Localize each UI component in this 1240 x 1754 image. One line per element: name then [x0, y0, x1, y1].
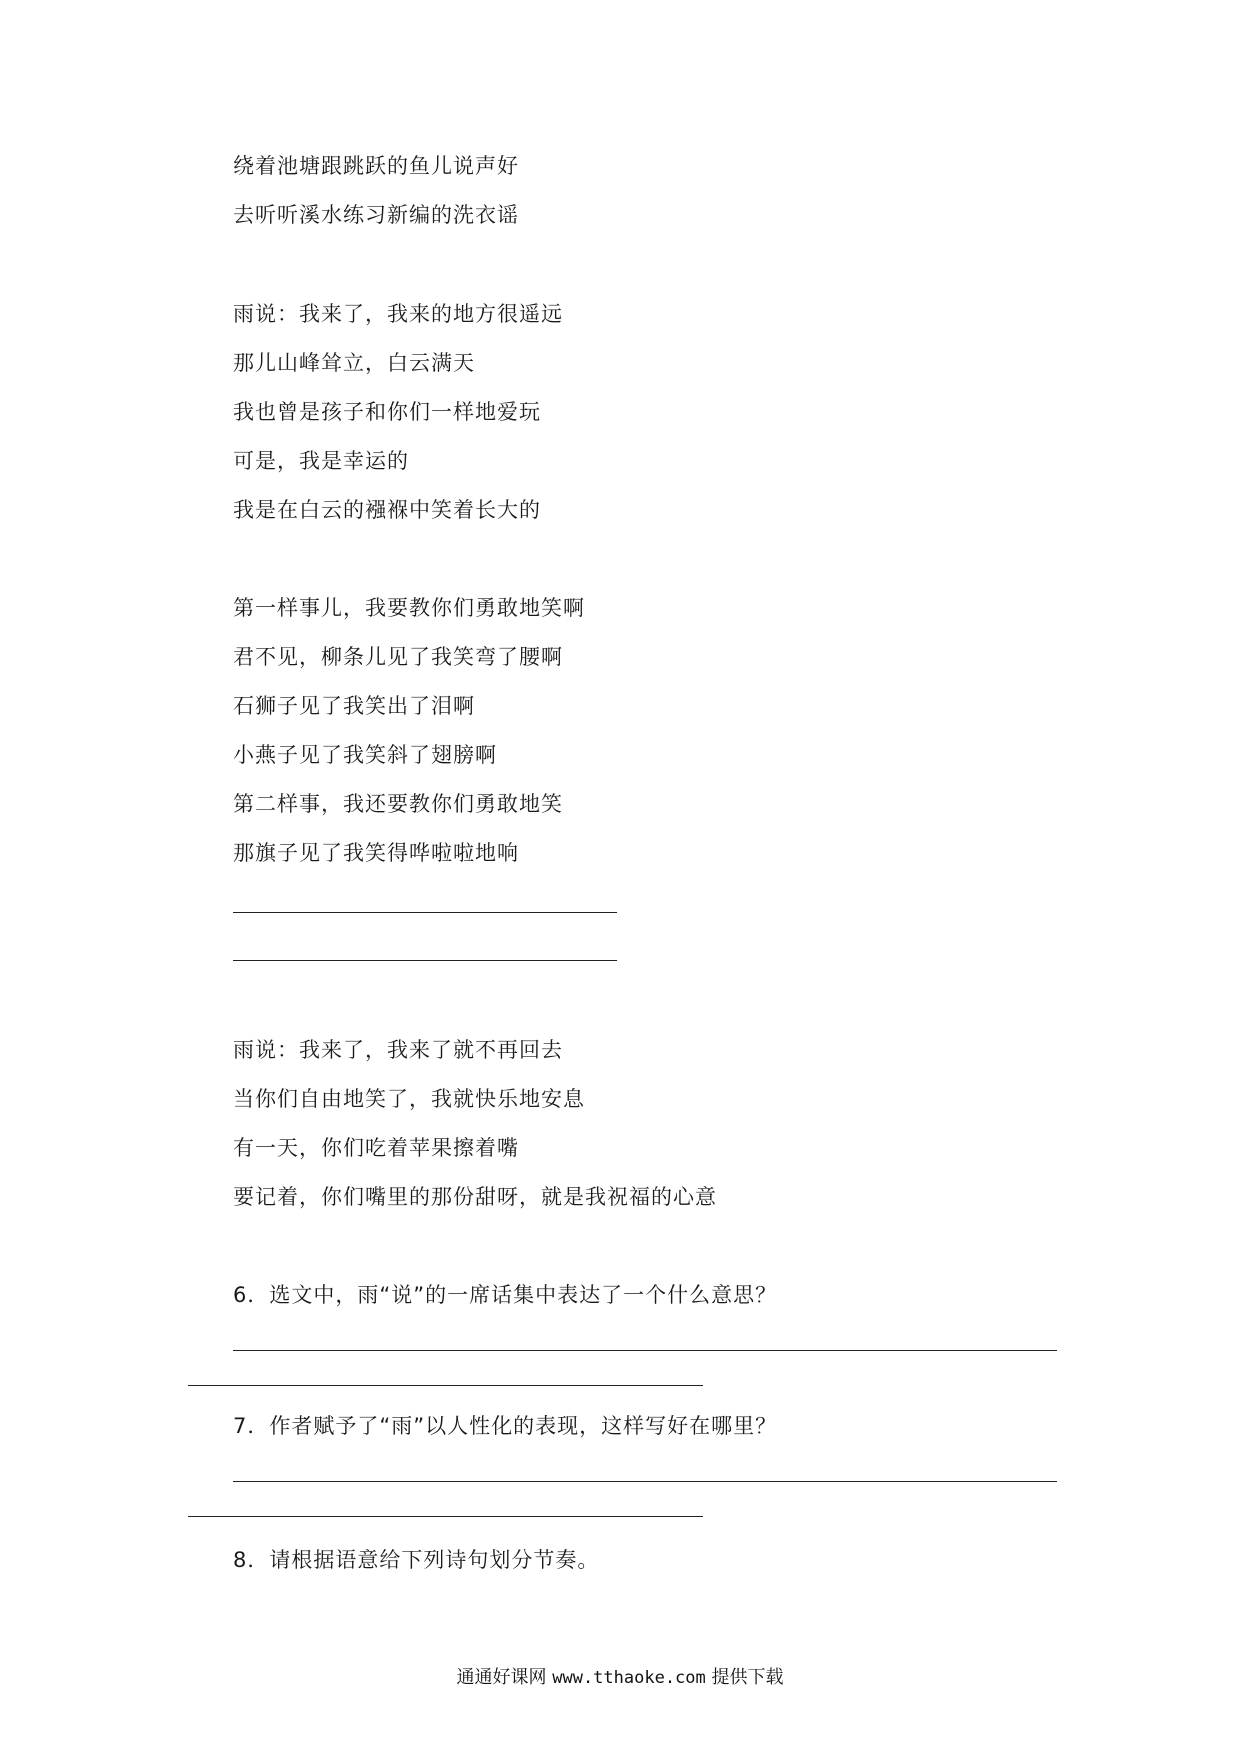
poem-line: 雨说：我来了，我来的地方很遥远 — [233, 302, 563, 326]
poem-line: 石狮子见了我笑出了泪啊 — [233, 694, 475, 718]
poem-line: 可是，我是幸运的 — [233, 449, 409, 473]
poem-line: 绕着池塘跟跳跃的鱼儿说声好 — [233, 154, 519, 178]
answer-line[interactable] — [233, 1481, 1057, 1482]
page-footer — [0, 1666, 1240, 1690]
poem-line: 君不见，柳条儿见了我笑弯了腰啊 — [233, 645, 563, 669]
footer-site-name: 通通好课网 — [456, 1667, 547, 1688]
poem-line: 当你们自由地笑了，我就快乐地安息 — [233, 1087, 585, 1111]
question-6: 6．选文中，雨“说”的一席话集中表达了一个什么意思？ — [233, 1283, 778, 1307]
poem-line: 去听听溪水练习新编的洗衣谣 — [233, 203, 519, 227]
poem-line: 我也曾是孩子和你们一样地爱玩 — [233, 400, 541, 424]
poem-line: 小燕子见了我笑斜了翅膀啊 — [233, 743, 497, 767]
footer-url[interactable]: www.tthaoke.com — [552, 1668, 706, 1688]
poem-line: 要记着，你们嘴里的那份甜呀，就是我祝福的心意 — [233, 1185, 717, 1209]
poem-line: 我是在白云的襁褓中笑着长大的 — [233, 498, 541, 522]
poem-line: 有一天，你们吃着苹果擦着嘴 — [233, 1136, 519, 1160]
blank-answer-line[interactable] — [233, 912, 617, 913]
poem-line: 第一样事儿，我要教你们勇敢地笑啊 — [233, 596, 585, 620]
footer-suffix: 提供下载 — [711, 1667, 784, 1688]
answer-line[interactable] — [233, 1350, 1057, 1351]
answer-line[interactable] — [188, 1385, 703, 1386]
question-8: 8．请根据语意给下列诗句划分节奏。 — [233, 1548, 600, 1572]
poem-line: 雨说：我来了，我来了就不再回去 — [233, 1038, 563, 1062]
question-7: 7．作者赋予了“雨”以人性化的表现，这样写好在哪里？ — [233, 1414, 778, 1438]
poem-line: 那旗子见了我笑得哗啦啦地响 — [233, 841, 519, 865]
poem-line: 那儿山峰耸立，白云满天 — [233, 351, 475, 375]
answer-line[interactable] — [188, 1516, 703, 1517]
poem-line: 第二样事，我还要教你们勇敢地笑 — [233, 792, 563, 816]
blank-answer-line[interactable] — [233, 960, 617, 961]
